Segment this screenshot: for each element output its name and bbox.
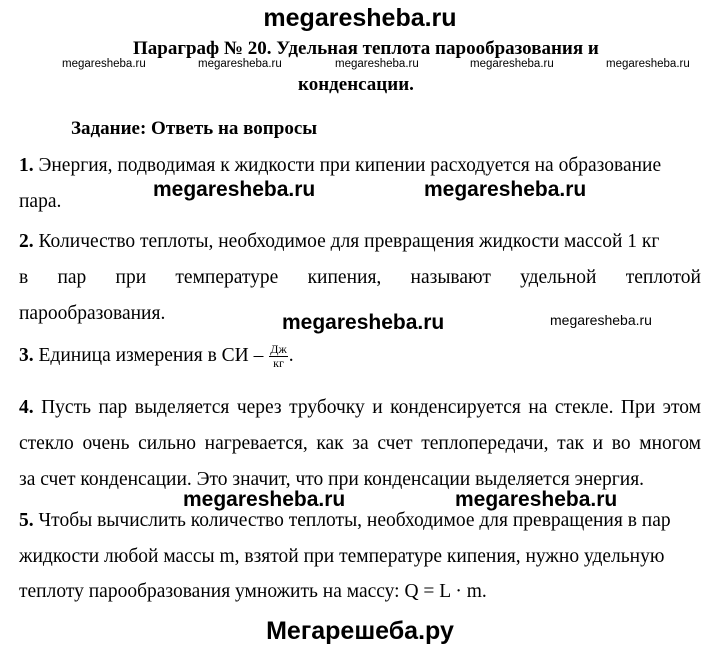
answer-tail: . <box>288 344 294 366</box>
answer-5-line3: теплоту парообразования умножить на массу: Q = L · m. <box>19 581 487 602</box>
answer-3 <box>19 343 294 370</box>
answer-number: 5. <box>19 510 34 531</box>
answer-number: 4. <box>19 397 34 418</box>
answer-5-line1 <box>19 510 671 532</box>
answer-number: 1. <box>19 155 34 176</box>
watermark-small: megaresheba.ru <box>470 58 554 70</box>
watermark-small: megaresheba.ru <box>198 58 282 70</box>
watermark-bottom: Мегарешеба.ру <box>266 617 454 645</box>
answer-number: 2. <box>19 231 34 252</box>
answer-2-line1 <box>19 231 659 253</box>
answer-text: Единица измерения в СИ – <box>33 344 269 366</box>
unit-fraction <box>269 343 287 370</box>
watermark-mid: megaresheba.ru <box>183 488 346 511</box>
paragraph-title-line2: конденсации. <box>298 74 414 95</box>
answer-number: 3. <box>19 344 34 366</box>
fraction-numerator: Дж <box>270 342 287 356</box>
answer-text: Количество теплоты, необходимое для превращения жидкости массой 1 кг <box>33 231 660 252</box>
answer-1-line1 <box>19 155 661 177</box>
answer-4-line1 <box>19 397 701 419</box>
watermark-mid: megaresheba.ru <box>153 178 316 201</box>
watermark-top: megaresheba.ru <box>263 4 457 32</box>
answer-4-line2: стекло очень сильно нагревается, как за счет теплопередачи, так и во многом <box>19 433 701 454</box>
answer-text: Чтобы вычислить количество теплоты, необходимое для превращения в пар <box>33 510 671 531</box>
watermark-mid: megaresheba.ru <box>282 311 445 334</box>
answer-2-line3: парообразования. <box>19 303 166 324</box>
watermark-small: megaresheba.ru <box>62 58 146 70</box>
answer-5-line2: жидкости любой массы m, взятой при температуре кипения, нужно удельную <box>19 546 665 567</box>
answer-2-line2: в пар при температуре кипения, называют удельной теплотой <box>19 267 701 288</box>
answer-4-line3: за счет конденсации. Это значит, что при конденсации выделяется энергия. <box>19 469 645 490</box>
watermark-mid: megaresheba.ru <box>424 178 587 201</box>
answer-text: Пусть пар выделяется через трубочку и конденсируется на стекле. При этом <box>33 397 701 418</box>
watermark-mid: megaresheba.ru <box>455 488 618 511</box>
answer-1-line2: пара. <box>19 191 62 212</box>
watermark-small: megaresheba.ru <box>335 58 419 70</box>
watermark-small: megaresheba.ru <box>606 58 690 70</box>
answer-text: Энергия, подводимая к жидкости при кипении расходуется на образование <box>33 155 662 176</box>
watermark-small: megaresheba.ru <box>550 312 652 328</box>
fraction-denominator: кг <box>273 356 284 370</box>
paragraph-title-line1: Параграф № 20. Удельная теплота парообразования и <box>133 38 599 59</box>
task-heading: Задание: Ответь на вопросы <box>71 118 318 139</box>
